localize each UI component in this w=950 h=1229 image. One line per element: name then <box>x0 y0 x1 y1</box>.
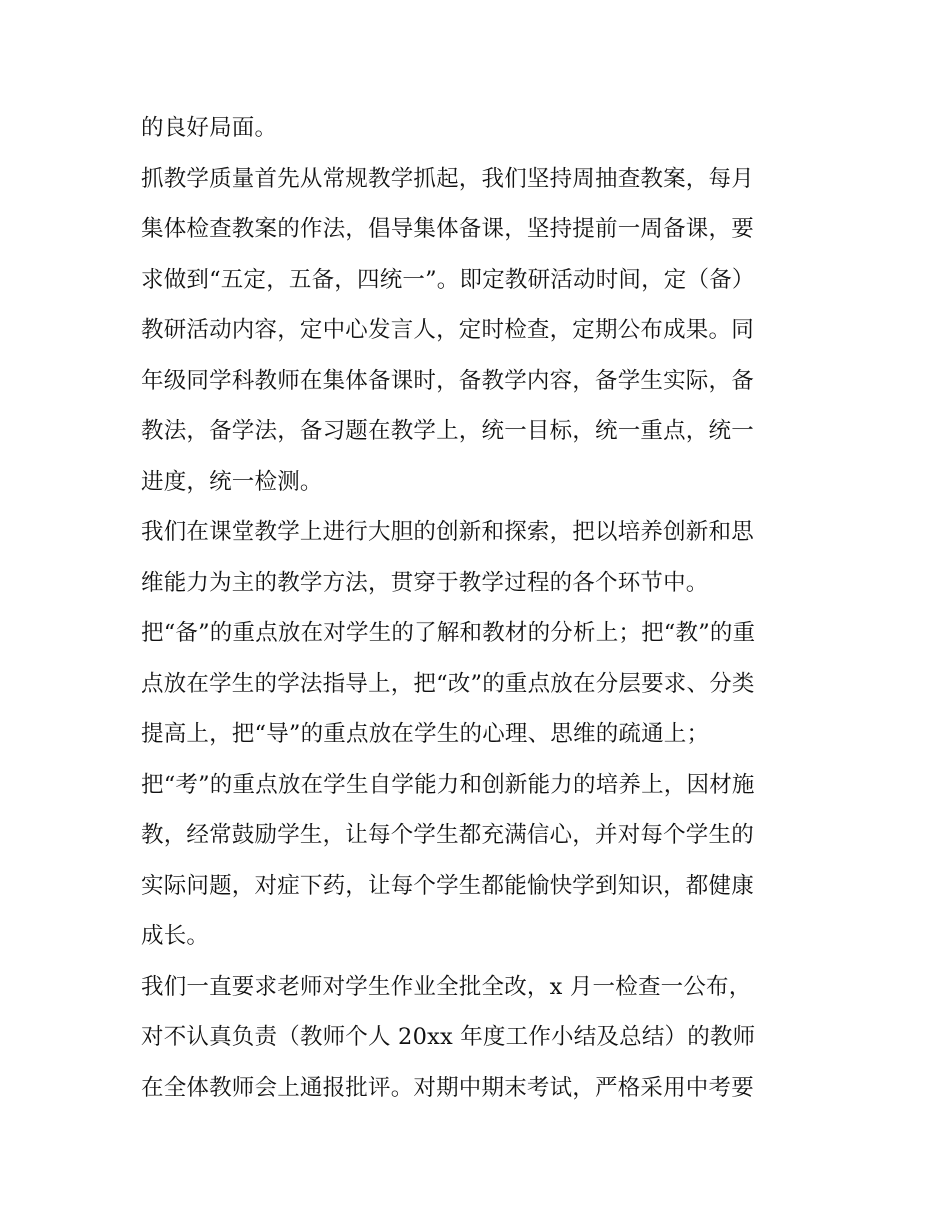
text-line-2: 抓教学质量首先从常规教学抓起，我们坚持周抽查教案，每月 <box>141 165 754 192</box>
text-line-10: 维能力为主的教学方法，贯穿于教学过程的各个环节中。 <box>141 569 709 596</box>
text-line-6: 年级同学科教师在集体备课时，备教学内容，备学生实际，备 <box>141 367 754 394</box>
text-line-9: 我们在课堂教学上进行大胆的创新和探索，把以培养创新和思 <box>141 519 754 545</box>
text-line-4: 求做到“五定，五备，四统一”。即定教研活动时间，定（备） <box>141 266 755 293</box>
text-line-15: 教，经常鼓励学生，让每个学生都充满信心，并对每个学生的 <box>141 822 754 848</box>
text-line-18: 我们一直要求老师对学生作业全批全改，x 月一检查一公布， <box>141 973 752 1000</box>
text-line-5: 教研活动内容，定中心发言人，定时检查，定期公布成果。同 <box>141 317 754 343</box>
text-line-16: 实际问题，对症下药，让每个学生都能愉快学到知识，都健康 <box>141 872 754 899</box>
text-line-19: 对不认真负责（教师个人 20xx 年度工作小结及总结）的教师 <box>141 1024 756 1050</box>
text-line-11: 把“备”的重点放在对学生的了解和教材的分析上；把“教”的重 <box>141 620 756 646</box>
text-line-8: 进度，统一检测。 <box>141 468 323 495</box>
text-line-1: 的良好局面。 <box>141 115 278 141</box>
body-text <box>141 103 821 1113</box>
text-line-17: 成长。 <box>141 923 210 949</box>
text-line-12: 点放在学生的学法指导上，把“改”的重点放在分层要求、分类 <box>141 670 755 697</box>
text-line-20: 在全体教师会上通报批评。对期中期末考试，严格采用中考要 <box>141 1074 754 1101</box>
text-line-13: 提高上，把“导”的重点放在学生的心理、思维的疏通上； <box>141 721 710 747</box>
text-line-14: 把“考”的重点放在学生自学能力和创新能力的培养上，因材施 <box>141 771 755 798</box>
text-line-7: 教法，备学法，备习题在教学上，统一目标，统一重点，统一 <box>141 418 754 444</box>
text-line-3: 集体检查教案的作法，倡导集体备课，坚持提前一周备课，要 <box>141 216 754 242</box>
